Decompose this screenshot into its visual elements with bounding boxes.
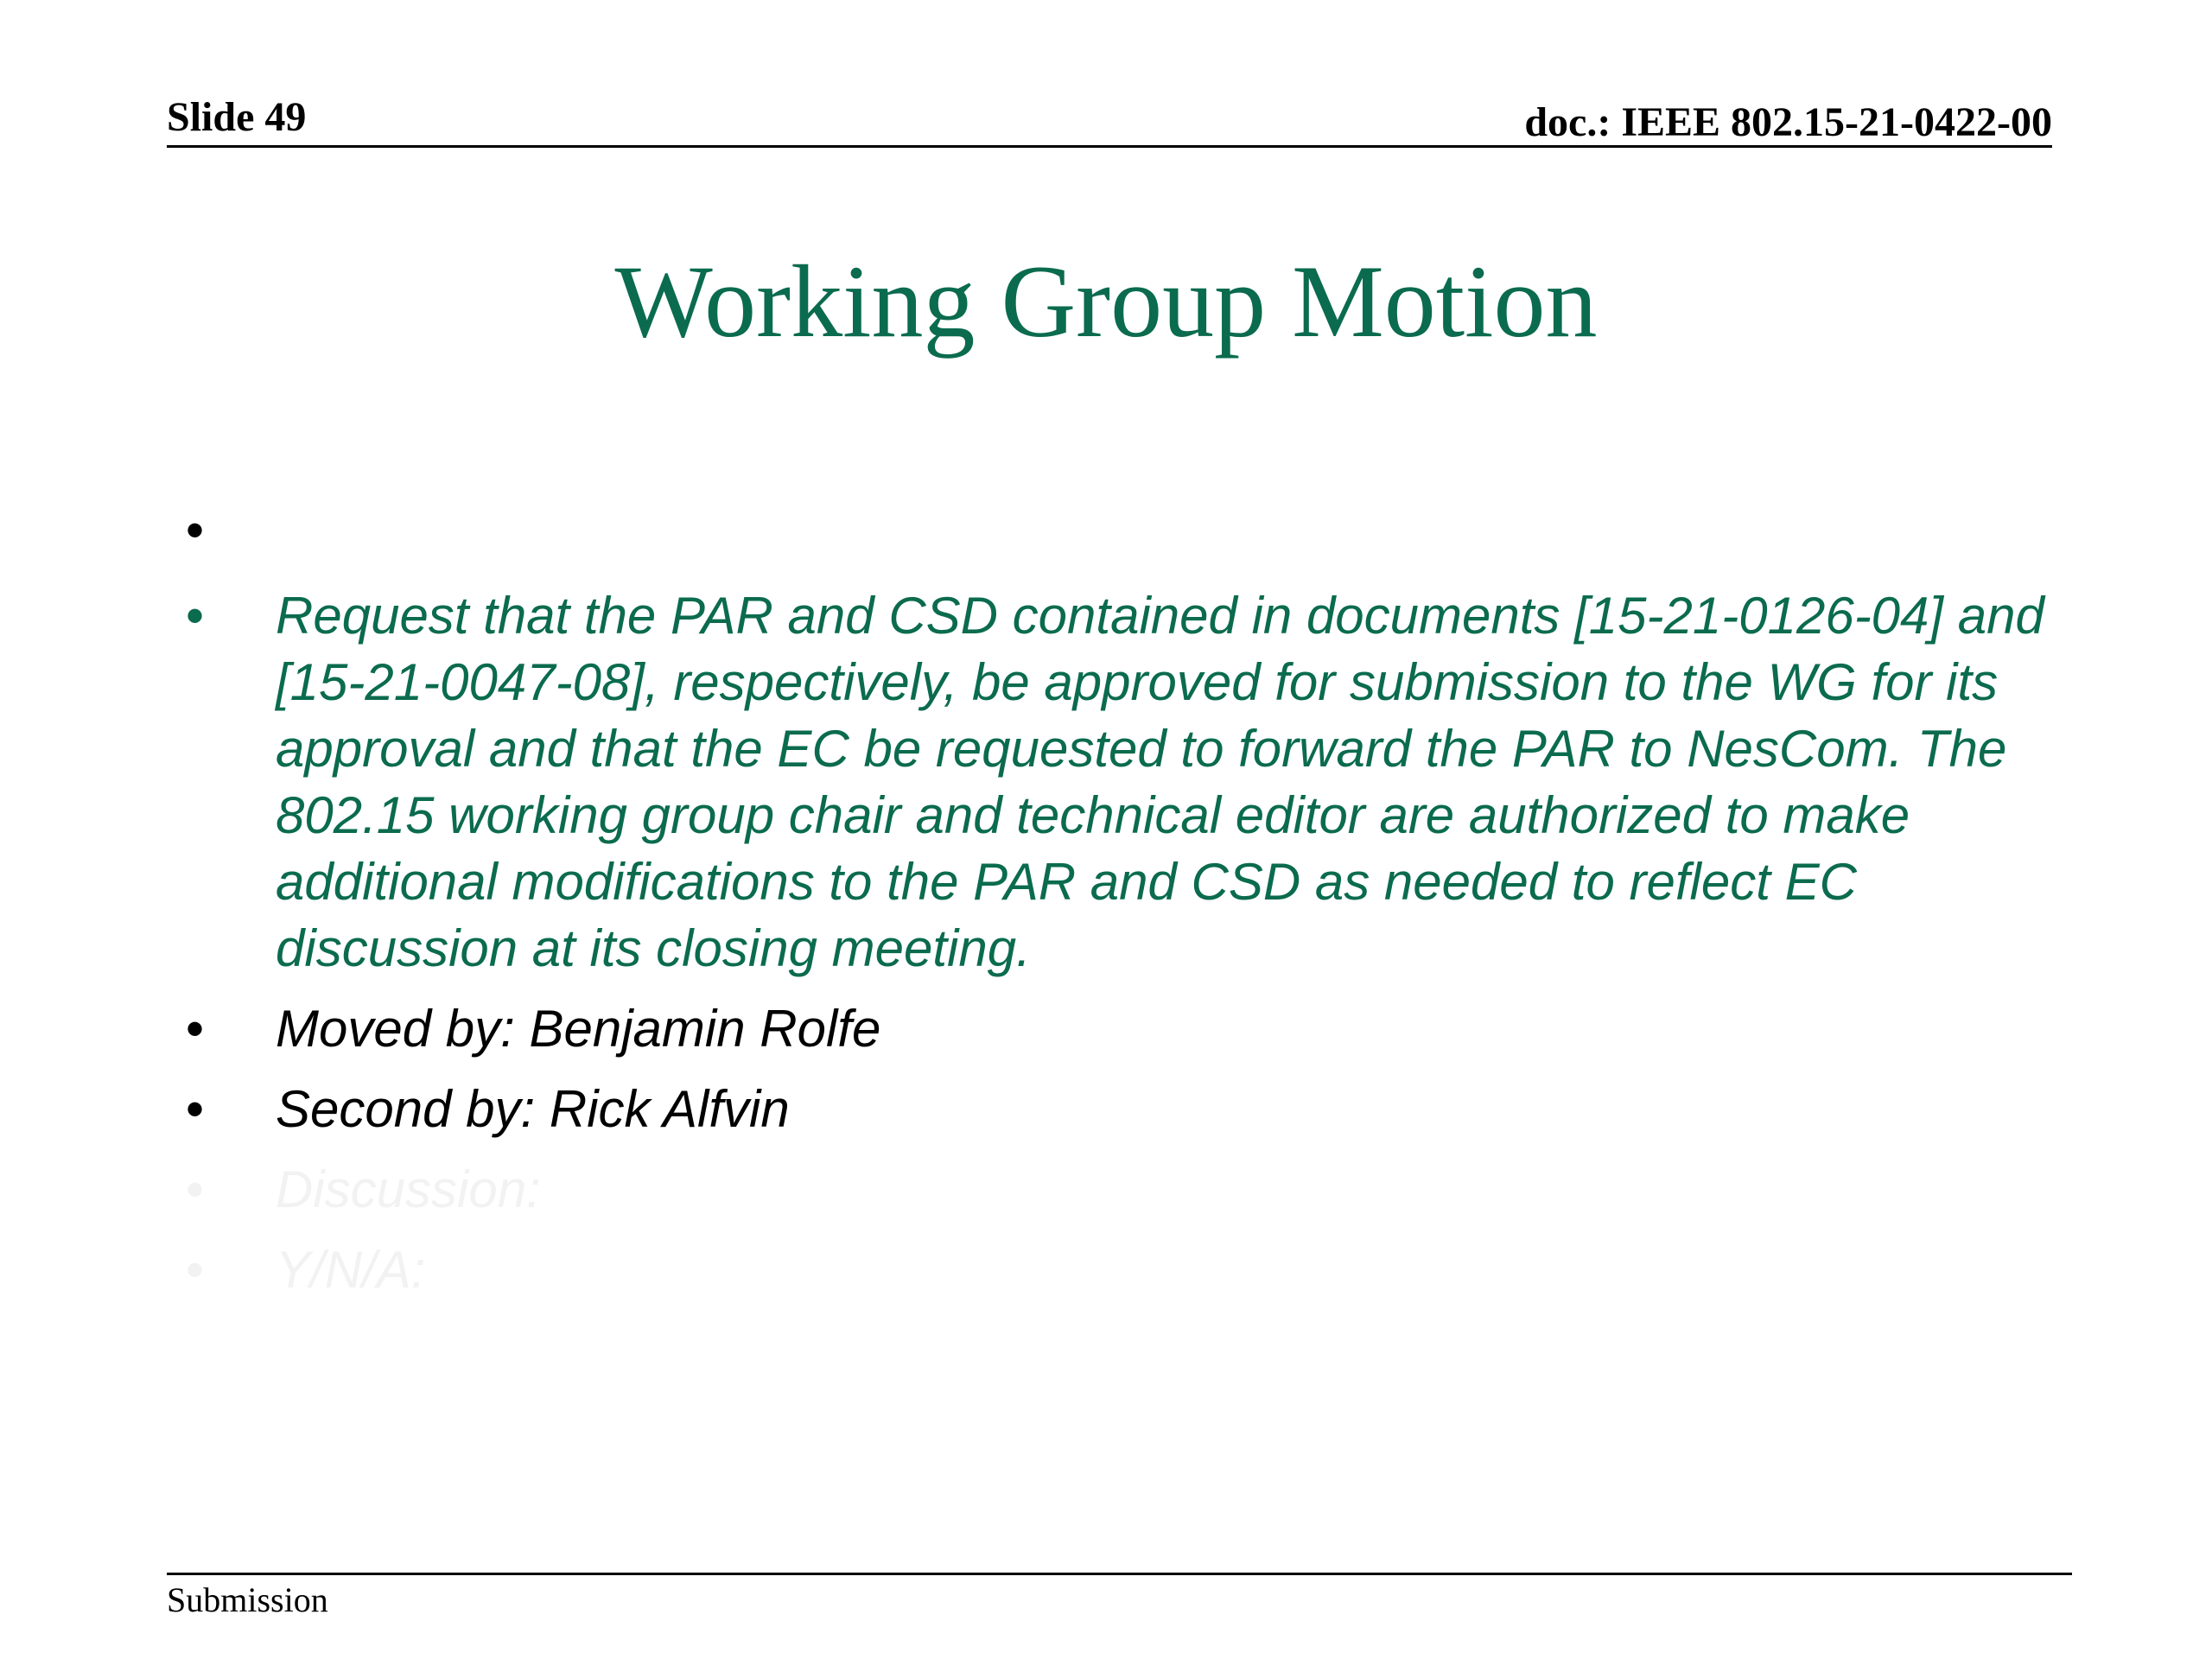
bullet-marker: • <box>186 501 205 559</box>
bullet-marker: • <box>186 587 205 645</box>
footer-divider <box>167 1573 2072 1575</box>
second-by-bullet <box>186 1076 2069 1142</box>
footer-submission: Submission <box>167 1580 328 1619</box>
motion-text-bullet <box>186 582 2069 982</box>
bullet-marker: • <box>186 1000 205 1058</box>
bullet-marker: • <box>186 1160 205 1218</box>
bullet-marker: • <box>186 1241 205 1299</box>
vote-result-bullet <box>186 1236 2069 1303</box>
slide-number: Slide 49 <box>167 94 307 140</box>
discussion-bullet <box>186 1156 2069 1223</box>
bullet-marker: • <box>186 1080 205 1138</box>
empty-bullet <box>186 497 2069 563</box>
slide-title: Working Group Motion <box>614 244 1598 359</box>
motion-text: Request that the PAR and CSD contained in documents [15-21-0126-04] and [15-21-0047-08], respectively, be approved for submission to the WG for its approval and that the EC be requested to forward the PAR to NesCom. The 802.15 working group chair and technical editor are authorized to make additional modifications to the PAR and CSD as needed to reflect EC discussion at its closing meeting. <box>276 587 2044 977</box>
discussion-text: Discussion: <box>276 1160 541 1218</box>
vote-result-text: Y/N/A: <box>276 1241 426 1299</box>
motion-bullet-list <box>186 497 2069 1303</box>
header-divider <box>167 145 2052 148</box>
document-id: doc.: IEEE 802.15-21-0422-00 <box>1524 99 2052 145</box>
moved-by-bullet <box>186 995 2069 1062</box>
second-by-text: Second by: Rick Alfvin <box>276 1080 790 1138</box>
moved-by-text: Moved by: Benjamin Rolfe <box>276 1000 881 1058</box>
